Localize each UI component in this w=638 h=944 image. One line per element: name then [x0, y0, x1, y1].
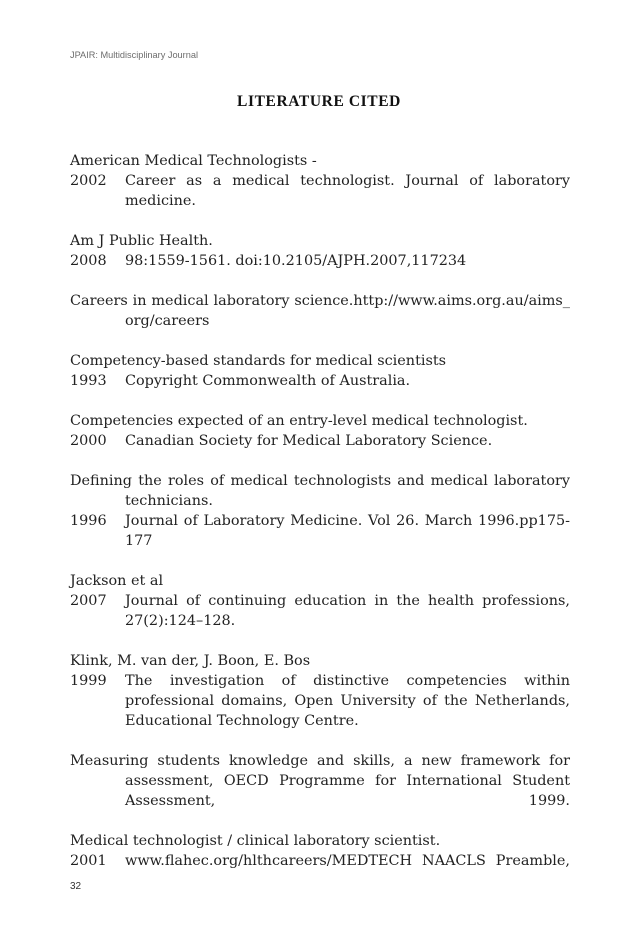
reference-year: 2008 [70, 253, 107, 269]
reference-entry [70, 151, 570, 211]
reference-detail: Copyright Commonwealth of Australia. [125, 373, 411, 389]
reference-list [70, 151, 570, 871]
reference-detail: Journal of Laboratory Medicine. Vol 26. March 1996.pp175-177 [125, 513, 570, 549]
reference-year: 1993 [70, 373, 107, 389]
reference-title: Careers in medical laboratory science.http://www.aims.org.au/aims_ [70, 293, 570, 309]
reference-entry [70, 231, 570, 271]
reference-entry [70, 291, 570, 331]
reference-detail: www.flahec.org/hlthcareers/MEDTECH NAACLS Preamble, [125, 853, 570, 869]
reference-title: Defining the roles of medical technologists and medical laboratory technicians. [70, 473, 570, 509]
reference-title: Measuring students knowledge and skills, a new framework for assessment, OECD Programme for International Student Assessment, 1999. [70, 753, 570, 809]
reference-author: Competencies expected of an entry-level medical technologist. [70, 413, 528, 429]
reference-author: American Medical Technologists - [70, 153, 317, 169]
reference-detail: The investigation of distinctive competencies within professional domains, Open University of the Netherlands, Educational Technology Centre. [125, 673, 570, 729]
reference-entry [70, 651, 570, 731]
reference-year: 1996 [70, 513, 107, 529]
page-number: 32 [70, 881, 82, 892]
reference-detail: Canadian Society for Medical Laboratory Science. [125, 433, 493, 449]
reference-year: 2002 [70, 173, 107, 189]
reference-year: 2000 [70, 433, 107, 449]
reference-author: Competency-based standards for medical scientists [70, 353, 447, 369]
reference-detail: Career as a medical technologist. Journal of laboratory medicine. [125, 173, 570, 209]
reference-author: Klink, M. van der, J. Boon, E. Bos [70, 653, 311, 669]
reference-entry [70, 831, 570, 871]
running-header: JPAIR: Multidisciplinary Journal [70, 50, 198, 60]
section-title: LITERATURE CITED [237, 93, 401, 110]
reference-entry [70, 411, 570, 451]
reference-entry [70, 471, 570, 551]
reference-title: Medical technologist / clinical laboratory scientist. [70, 833, 441, 849]
reference-detail: 98:1559-1561. doi:10.2105/AJPH.2007,117234 [125, 253, 467, 269]
reference-year: 2001 [70, 853, 107, 869]
reference-entry [70, 751, 570, 811]
reference-author: Am J Public Health. [70, 233, 213, 249]
reference-entry [70, 571, 570, 631]
reference-year: 1999 [70, 673, 107, 689]
reference-detail: Journal of continuing education in the health professions, 27(2):124–128. [125, 593, 570, 629]
reference-author: Jackson et al [70, 573, 164, 589]
reference-year: 2007 [70, 593, 107, 609]
reference-title-continued: org/careers [125, 313, 210, 329]
reference-entry [70, 351, 570, 391]
